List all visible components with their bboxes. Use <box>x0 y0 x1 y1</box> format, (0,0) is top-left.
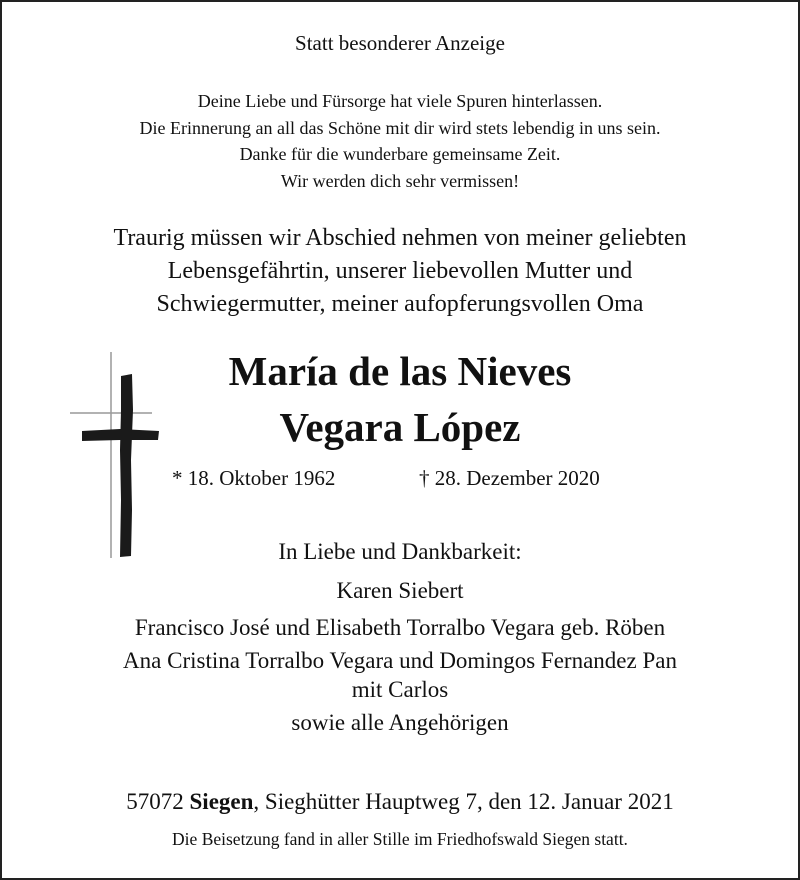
family-member: Francisco José und Elisabeth Torralbo Vegara geb. Röben <box>134 615 666 640</box>
verse-line: Die Erinnerung an all das Schöne mit dir wird stets lebendig in uns sein. <box>139 117 661 138</box>
thanks-line: In Liebe und Dankbarkeit: <box>278 539 522 564</box>
verse-line: Wir werden dich sehr vermissen! <box>280 170 520 191</box>
deceased-name <box>0 343 800 455</box>
family-member: mit Carlos <box>351 677 449 702</box>
family-member: Ana Cristina Torralbo Vegara und Domingos Fernandez Pan <box>123 648 677 673</box>
notice-header: Statt besonderer Anzeige <box>295 31 505 55</box>
intro-line: Lebensgefährtin, unserer liebevollen Mutter und <box>167 258 633 284</box>
verse <box>0 88 800 194</box>
address-city: Siegen <box>189 789 254 814</box>
family-list <box>0 574 800 739</box>
family-member: sowie alle Angehörigen <box>291 710 509 735</box>
birth-date: * 18. Oktober 1962 <box>172 466 336 490</box>
burial-note: Die Beisetzung fand in aller Stille im Friedhofswald Siegen statt. <box>172 829 628 849</box>
address-zip: 57072 <box>126 789 184 814</box>
name-line-1: María de las Nieves <box>228 348 572 394</box>
address-line <box>0 789 800 815</box>
intro-line: Schwiegermutter, meiner aufopferungsvollen Oma <box>156 291 644 317</box>
verse-line: Deine Liebe und Fürsorge hat viele Spuren hinterlassen. <box>197 91 603 111</box>
intro-line: Traurig müssen wir Abschied nehmen von meiner geliebten <box>113 225 687 251</box>
name-line-2: Vegara López <box>279 404 521 450</box>
address-rest: , Sieghütter Hauptweg 7, den 12. Januar 2021 <box>253 789 674 814</box>
death-date: † 28. Dezember 2020 <box>419 466 600 490</box>
verse-line: Danke für die wunderbare gemeinsame Zeit. <box>239 144 561 164</box>
intro-text <box>0 222 800 321</box>
family-member: Karen Siebert <box>336 578 464 603</box>
